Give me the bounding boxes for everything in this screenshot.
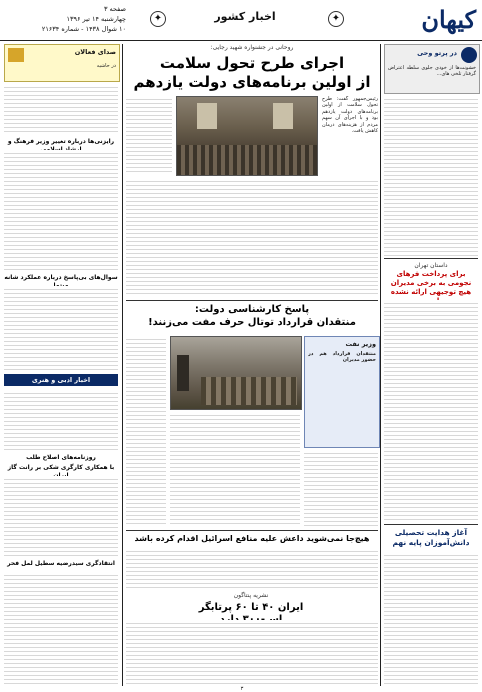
verse-box [384, 44, 480, 94]
box-icon [8, 48, 24, 62]
second-body-text [170, 412, 300, 526]
second-column-text [126, 336, 166, 526]
left-column-text [4, 572, 118, 686]
compass-icon: ✦ [150, 11, 166, 27]
divider [126, 300, 378, 301]
left-news-headline: روزنامه‌های اصلاح طلب [26, 454, 96, 461]
verse-box-label: در پرتو وحی [417, 49, 457, 57]
portrait-icon [197, 103, 217, 129]
newspaper-logo: کیهان [421, 5, 476, 34]
footer-page-number: ۳ [240, 686, 244, 692]
main-headline: اجرای طرح تحول سلامت [159, 54, 345, 72]
right-column-body [384, 300, 478, 520]
divider [384, 258, 478, 259]
section-banner-title: اخبار ادبی و هنری [31, 376, 91, 384]
left-news-headline: انتقادگری سیدرضیه سطیل لمل فحر [7, 560, 115, 567]
audience-image [177, 145, 317, 175]
emblem-icon [461, 47, 477, 63]
main-kicker: روحانی در جشنواره شهید رجایی: [210, 44, 294, 51]
portrait-icon [273, 103, 293, 129]
main-photo [176, 96, 318, 176]
left-box [4, 44, 120, 82]
left-column-text [4, 390, 118, 450]
sidebar-text: منتقدان قرارداد هم در حضور مدیران [308, 351, 376, 364]
issue-date: چهارشنبه ۱۴ تیر ۱۳۹۶ [66, 15, 126, 23]
left-column-text [4, 286, 118, 370]
issue-info [6, 4, 126, 34]
second-headline: پاسخ کارشناسی دولت: [194, 304, 310, 315]
sidebar-box [304, 336, 380, 448]
section-title: اخبار کشور [214, 10, 276, 23]
bottom-body-text [126, 620, 378, 686]
main-body-text [126, 178, 378, 296]
bottom-headline-2: ایران ۴۰ تا ۶۰ پرتابگر [198, 602, 304, 613]
main-headline: از اولین برنامه‌های دولت یازدهم [133, 73, 371, 91]
left-news-headline: سوال‌های بی‌پاسخ درباره عملکرد شانه [4, 274, 118, 281]
divider [384, 524, 478, 525]
second-headline: منتقدان قرارداد توتال حرف مفت می‌زنند! [148, 317, 356, 328]
issue-number: ۱۰ شوال ۱۴۳۸ - شماره ۲۱۶۳۴ [41, 25, 126, 33]
news-headline: برای پرداخت فرهای نجومی به برخی مدیران هیچ توجیهی ارائه نشده [390, 270, 472, 296]
left-column-text [4, 84, 118, 134]
column-rule [380, 44, 381, 686]
main-intro: رئیس‌جمهور گفت: طرح تحول سلامت از اولین برنامه‌های دولت یازدهم بود و با اجرای آن سهم مردم از هزینه‌های درمان کاهش یافت. [322, 96, 378, 135]
speaker-figure [177, 355, 189, 391]
audience-image [201, 377, 297, 405]
left-news-headline: با همکاری کارگری شکی بر رانت گاز [7, 464, 115, 471]
verse-box-text: خشونت‌ها از خودی جلوی سلطه اعتراض گرفتار تلخی های... [388, 65, 476, 78]
meeting-photo [170, 336, 302, 410]
second-body-text [304, 450, 378, 526]
sidebar-label: وزیر نفت [345, 340, 376, 348]
compass-icon: ✦ [328, 11, 344, 27]
left-column-text [4, 476, 118, 556]
news-headline: آغاز هدایت تحصیلی دانش‌آموزان پایه نهم [392, 528, 470, 547]
bottom-headline: هیچ‌جا نمی‌شوید داعش علیه منافع اسرائیل اقدام کرده باشد [134, 534, 370, 543]
bottom-body-text [126, 548, 378, 588]
left-box-text: در حاشیه [96, 63, 116, 69]
left-news-headline: رایزنی‌ها درباره تغییر وزیر فرهنگ و [7, 138, 115, 145]
column-rule [122, 44, 123, 686]
left-column-text [4, 150, 118, 270]
right-column-body [384, 552, 478, 686]
news-kicker: داستان تهران [414, 262, 448, 269]
masthead [0, 0, 482, 41]
main-column-text [126, 96, 172, 174]
page-number: صفحه ۳ [103, 5, 126, 13]
left-box-title: صدای فعالان [74, 48, 116, 56]
section-banner [4, 374, 118, 386]
right-column-text [384, 96, 478, 256]
divider [126, 530, 378, 531]
bottom-kicker: نشریه پنتاگون [233, 592, 269, 599]
